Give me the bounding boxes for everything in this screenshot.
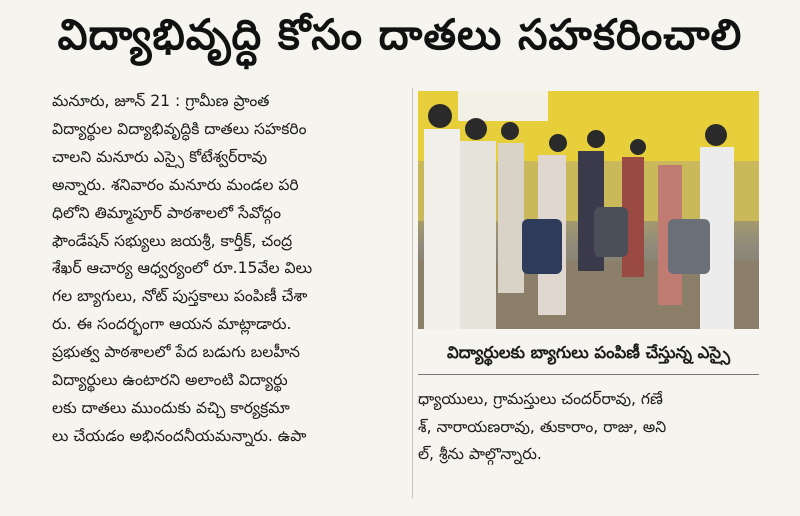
- article-body-right: [418, 386, 759, 469]
- body-line: రు. ఈ సందర్భంగా ఆయన మాట్లాడారు.: [52, 315, 292, 334]
- body-line: లకు దాతలు ముందుకు వచ్చి కార్యక్రమా: [52, 398, 290, 417]
- body-line: ప్రభుత్వ పాఠశాలలో పేద బడుగు బలహీన: [52, 343, 300, 362]
- body-line: అన్నారు. శనివారం మనూరు మండల పరి: [52, 175, 299, 194]
- body-line: విద్యార్థుల విద్యాభివృద్ధికి దాతలు సహకరిం: [52, 119, 307, 138]
- body-line: ధిలోని తిమ్మాపూర్ పాఠశాలలో సేవోద్గం: [52, 203, 281, 222]
- body-line: ఫౌండేషన్ సభ్యులు జయశ్రీ, కార్తీక్, చంద్ర: [52, 231, 293, 250]
- body-line: మనూరు, జూన్ 21 : గ్రామీణ ప్రాంత: [52, 92, 270, 110]
- body-line: గల బ్యాగులు, నోట్ పుస్తకాలు పంపిణీ చేశా: [52, 287, 308, 306]
- column-divider: [412, 88, 413, 498]
- photo-caption: విద్యార్థులకు బ్యాగులు పంపిణీ చేస్తున్న ఎస్సై: [418, 334, 759, 375]
- body-line: చాలని మనూరు ఎస్సై కోటేశ్వర్‌రావు: [52, 147, 268, 166]
- body-line: ల్, శ్రీను పాల్గొన్నారు.: [418, 445, 542, 464]
- body-line: శ్, నారాయణరావు, తుకారాం, రాజు, అని: [418, 417, 667, 436]
- body-line: శేఖర్ ఆచార్య ఆధ్వర్యంలో రూ.15వేల విలు: [52, 259, 313, 278]
- body-line: లు చేయడం అభినందనీయమన్నారు. ఉపా: [52, 426, 307, 445]
- article-headline: విద్యాభివృద్ధి కోసం దాతలు సహకరించాలి: [57, 10, 743, 59]
- body-line: ధ్యాయులు, గ్రామస్తులు చందర్‌రావు, గణే: [418, 390, 663, 408]
- article-photo: [418, 91, 759, 329]
- body-line: విద్యార్థులు ఉంటారని అలాంటి విద్యార్థు: [52, 371, 288, 390]
- article-body-left: [52, 88, 408, 451]
- photo-illustration: [418, 91, 759, 329]
